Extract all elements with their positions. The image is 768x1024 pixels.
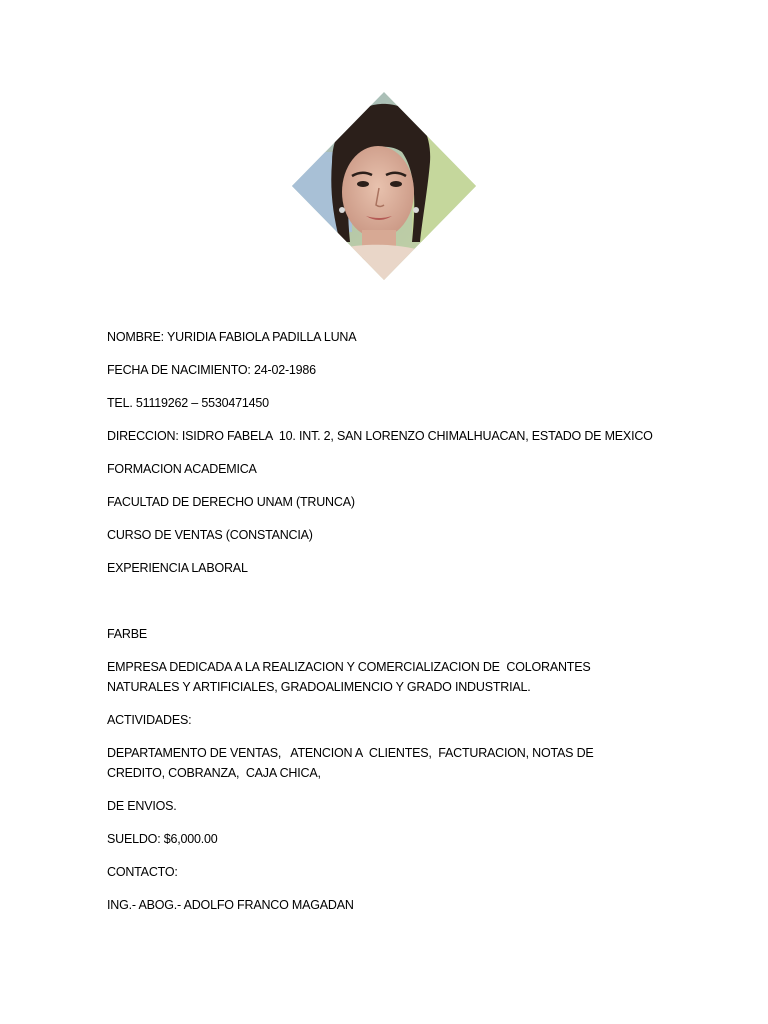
contact-name: ING.- ABOG.- ADOLFO FRANCO MAGADAN xyxy=(107,898,354,912)
phone-line: TEL. 51119262 – 5530471450 xyxy=(107,396,269,410)
salary-line: SUELDO: $6,000.00 xyxy=(107,832,218,846)
company-description: EMPRESA DEDICADA A LA REALIZACION Y COMERCIALIZACION DE COLORANTES NATURALES Y ARTIFICIALES, GRADOALIMENCIO Y GRADO INDUSTRIAL. xyxy=(107,660,594,694)
education-item: CURSO DE VENTAS (CONSTANCIA) xyxy=(107,528,313,542)
activities-continuation: DE ENVIOS. xyxy=(107,799,177,813)
profile-photo xyxy=(292,92,476,280)
experience-heading: EXPERIENCIA LABORAL xyxy=(107,561,248,575)
name-line: NOMBRE: YURIDIA FABIOLA PADILLA LUNA xyxy=(107,330,357,344)
contact-label: CONTACTO: xyxy=(107,865,178,879)
education-heading: FORMACION ACADEMICA xyxy=(107,462,257,476)
activities-label: ACTIVIDADES: xyxy=(107,713,192,727)
portrait-photo-icon xyxy=(292,92,476,280)
education-item: FACULTAD DE DERECHO UNAM (TRUNCA) xyxy=(107,495,355,509)
activities-text: DEPARTAMENTO DE VENTAS, ATENCION A CLIENTES, FACTURACION, NOTAS DE CREDITO, COBRANZA, CAJA CHICA, xyxy=(107,746,597,780)
address-line: DIRECCION: ISIDRO FABELA 10. INT. 2, SAN LORENZO CHIMALHUACAN, ESTADO DE MEXICO xyxy=(107,429,653,443)
birth-date-line: FECHA DE NACIMIENTO: 24-02-1986 xyxy=(107,363,316,377)
company-name: FARBE xyxy=(107,627,147,641)
